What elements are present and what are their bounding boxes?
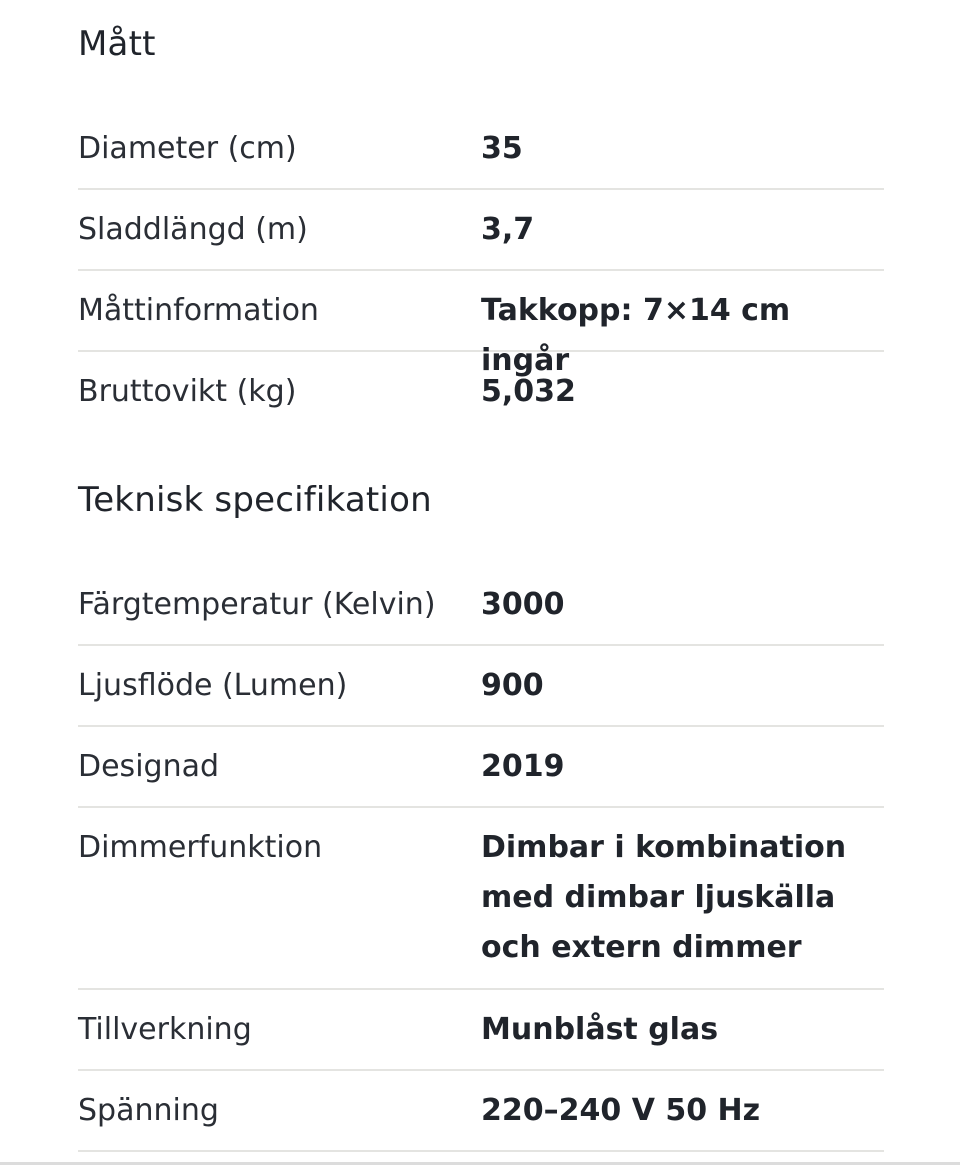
spec-label: Måttinformation [78, 293, 319, 328]
spec-row-diameter [78, 124, 884, 190]
spec-row-designed [78, 727, 884, 808]
spec-value: Takkopp: 7×14 cm ingår [481, 293, 791, 378]
spec-label: Bruttovikt (kg) [78, 374, 297, 409]
spec-label: Spänning [78, 1093, 219, 1128]
spec-value: 35 [481, 131, 523, 166]
spec-row-dimension-info [78, 271, 884, 378]
spec-table-matt [78, 124, 884, 433]
spec-value: 3,7 [481, 212, 535, 247]
spec-value: 220–240 V 50 Hz [481, 1093, 761, 1128]
spec-label: Tillverkning [78, 1012, 252, 1047]
spec-row-dimmer-function [78, 808, 884, 990]
section-title-technical: Teknisk specifikation [78, 480, 432, 520]
spec-label: Designad [78, 749, 220, 784]
spec-label: Färgtemperatur (Kelvin) [78, 587, 436, 622]
spec-value: 2019 [481, 749, 565, 784]
spec-value: 5,032 [481, 374, 576, 409]
spec-row-color-temperature [78, 580, 884, 646]
spec-row-voltage [78, 1071, 884, 1152]
spec-row-luminous-flux [78, 646, 884, 727]
spec-row-manufacturing [78, 990, 884, 1071]
spec-value: 900 [481, 668, 544, 703]
spec-label: Ljusflöde (Lumen) [78, 668, 348, 703]
spec-label: Diameter (cm) [78, 131, 297, 166]
spec-label: Dimmerfunktion [78, 830, 323, 865]
section-title-matt: Mått [78, 24, 156, 64]
spec-label: Sladdlängd (m) [78, 212, 308, 247]
spec-row-cord-length [78, 190, 884, 271]
spec-value: Munblåst glas [481, 1012, 719, 1047]
spec-table-technical [78, 580, 884, 1152]
spec-value: 3000 [481, 587, 565, 622]
spec-value: Dimbar i kombination med dimbar ljuskälla och extern dimmer [481, 830, 847, 965]
